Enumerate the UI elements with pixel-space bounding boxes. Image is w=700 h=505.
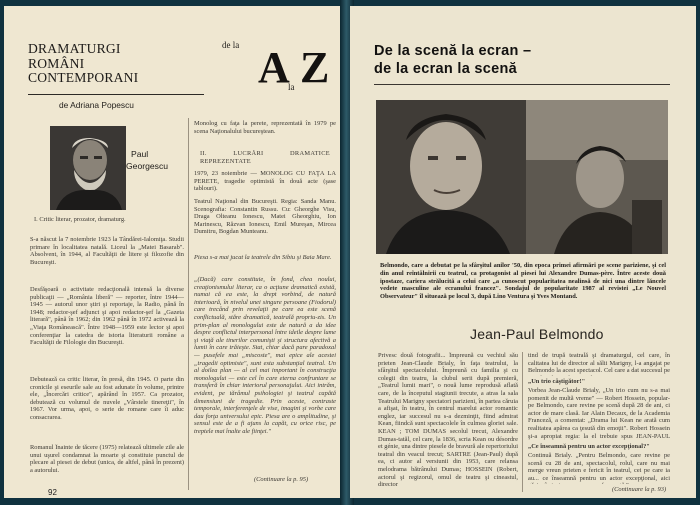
subject-name-last: Georgescu <box>126 161 169 171</box>
portrait-image <box>50 126 126 210</box>
article-title <box>28 42 206 86</box>
photo-image <box>376 100 668 254</box>
title-line-2: ROMÂNI <box>28 55 85 71</box>
title-rule <box>374 84 670 85</box>
right-col2-answer2: Continuă Brialy. „Pentru Belmondo, care revine pe scenă cu 28 de ani, spectacolul, rolul, care nu mai merge vreun prieten e fericit în teatrul, cei pe care ia au... ce înseamnă pentru un actor excepţional, aici <box>528 452 670 482</box>
article-lead: Belmondo, care a debutat pe la sfârşitul anilor '50, din epoca primei afirmări pe scene pariziene, şi cel din anul reîntâlnirii cu teatrul, ca protagonist al piesei lui Alexandre Dumas-père. Între aceste două ipostaze, cariera strălucită a celui care „a cunoscut popularitatea nealinsă de nici una dintre lăncele vedete masculine ale ecranului francez". Sondajul de popularitate 1987 al revistei „Le Nouvel Observateur" îl situează pe locul 3, după Lino Ventura şi Yves Montand. <box>380 262 666 301</box>
az-de-la: de la <box>222 40 240 50</box>
col2-credits: Teatrul Naţional din Bucureşti. Regia: Sanda Manu. Scenografia: Constantin Russu. Cu: Gheorghe Visu, Draga Olteanu Ionescu, Matei Gheorghiu, Ion Marinescu, Răzvan Ionescu, Emil Mureşan, Mircea Dumitru, Bogdan Munteanu. <box>194 198 336 236</box>
page-number: 92 <box>48 488 57 497</box>
right-col2-answer1: Vorbea Jean-Claude Brialy, „Un trio cum nu s-a mai pomenit de multă vreme" — Robert Hossein, popular-pe Belmondo, care revine pe scenă după 28 de ani, ci actor de mare clasă. Iar Alain Decaux, de la Academia Franceză, a comentat: „Drama lui Kean ne arată cum realitatea apărea ca ţesută din emoţii". Robert Hossein şi-a apropiat regia: la el trebuie spus JEAN-PAUL <box>528 387 670 440</box>
right-col2-intro: tind de trupă teatrală şi dramaturgul, cel care, în calitatea lui de director al sălii Marigny, l-a angajat pe Belmondo la acest spectacol. Cel care a dat succesul pe <box>528 352 670 375</box>
col2-critic-quote: „(Dacă) care constituie, în fond, chea noului, creaţionismului literar, ca o acţiune dramatică există, numai că ea este, la drept vorbind, de natură interioară, în nivelul unei singure persoane (Fiodorul) care trecând prin revelaţii pe care ea este scenă conflictuală, stăre dramatică, teatrală propriu-zis. Un prim-plan al monologului este de natură a da idee despre conflictul interpersonal între ideile despre lume şi viaţă ale tinerilor comunişti şi structura afectivă a lumii în care trăieşte. Stat, chiar dacă pare paradoxal — pusefele mai „miscoste", mai epice ale acestei „tragedii optimiste", sunt esta substanţial teatral. Un al doilea plan — al cel mai important în construcţia monologului — este cel în care eterna confruntare se transferă în chiar interiorul personajului. Aici intrăm, evident, pe tărâmul psihologiei şi teatrul capătă dimensiuni de tragedie. Prin aceste, contraste temporale, interferenţele de vise, imagini şi vorbe care dau forţa universului epic. Piesa are o amplitudine, şi sensul este de a fi ajuns la capăt, cu orice risc, pe treptele mai înalte ale fiinţei." <box>194 276 336 435</box>
title-line-2: de la ecran la scenă <box>374 61 518 77</box>
col1-section-title: I. Critic literar, prozator, dramaturg. <box>34 216 126 223</box>
col2-play-entry: 1979, 23 noiembrie — MONOLOG CU FAŢA LA PERETE, tragedie optimistă în două acte (şase tablouri). <box>194 170 336 193</box>
a-to-z-logo <box>222 36 334 96</box>
col1-career-paragraph: Desfăşoară o activitate redacţională intensă la diverse publicaţii — „România liberă" — reporter, între 1944—1945 — autorul unor ştiri şi reportaje, la Radio, până în 1948; redactor-şef adjunct şi apoi redactor-şef la „Gazeta literară", până în 1962; din 1962 până în 1972 activează la „Viaţa Românească". Între 1948—1959 este lector şi apoi conferenţiar la catedra de istoria literaturii române a Facultăţii de Filologie din Bucureşti. <box>30 286 184 347</box>
subject-heading: Jean-Paul Belmondo <box>470 326 604 342</box>
author-byline: de Adriana Popescu <box>59 100 134 110</box>
az-la: la <box>288 82 295 92</box>
author-portrait-photo <box>50 126 126 210</box>
right-page <box>350 6 696 498</box>
article-title-right <box>374 42 674 78</box>
left-page <box>4 6 344 498</box>
col1-bio-paragraph: S-a născut la 7 noiembrie 1923 la Tândărei-Ialomiţa. Studii primare în localitatea natală. Liceul la „Matei Basarab". Absolvent, în 1944, al Facultăţii de litere şi filozofie din Bucureşti. <box>30 236 184 266</box>
az-letter-a: A <box>258 43 290 92</box>
right-col2-quote1: „Un trio câştigător!" <box>528 378 586 385</box>
col1-novel-paragraph: Romanul Înainte de tăcere (1975) relatează ultimele zile ale unui uşurel condamnat la moarte şi constituie punctul de plecare al piesei de debut (unica, de altfel, până în prezent) a autorului. <box>30 444 184 474</box>
col2-intro: Monolog cu faţa la perete, reprezentată în 1979 pe scena Naţionalului bucureştean. <box>194 120 336 135</box>
col1-debut-paragraph: Debutează ca critic literar, în presă, din 1945. O parte din cronicile şi eseurile sale au fost adunate în volume, printre ele, „Încercări critice", apărând în 1957. Ca prozator, debutează cu volumul de nuvele „Vârstele tinereţii", în 1967. Vor urma, apoi, o serie de romane care îi aduc consacrarea. <box>30 376 184 421</box>
title-line-3: CONTEMPORANI <box>28 70 139 86</box>
header-rule <box>28 94 204 95</box>
az-letter-z: Z <box>300 43 330 92</box>
right-continuation-note: (Continuare la p. 93) <box>612 486 667 493</box>
col2-section-heading: II. LUCRĂRI DRAMATICE REPREZENTATE <box>200 150 330 165</box>
subject-name-first: Paul <box>131 149 149 159</box>
col2-note: Piesa s-a mai jucat la teatrele din Sibiu şi Baia Mare. <box>194 254 332 261</box>
right-col2-quote2: „Ce înseamnă pentru un actor excepţional?" <box>528 443 650 450</box>
right-column-divider <box>522 352 523 492</box>
belmondo-photo-collage <box>376 100 668 254</box>
title-line-1: De la scenă la ecran – <box>374 43 532 59</box>
column-divider <box>188 118 189 490</box>
title-line-1: DRAMATURGI <box>28 41 121 56</box>
continuation-note: (Continuare la p. 95) <box>254 476 309 483</box>
right-col1-text: Privesc două fotografii... Împreună cu vechiul său prieten Jean-Claude Brialy, în faţa teatrului, la sfârşitul spectacolului. Împreună cu familia şi cu colegii din teatru, la clubul serii după premieră, „Teatrul lumii mari", o nouă lume reprodusă aflată care, de la începutul stagiunii trecute, a atras la sala Teatrului Marigny spectatori parizieni, în partea căruia a afişat, în teatru, în centrul marelui actor romantic englez, iar succesul nu s-a dezminţit, fiind admirat Kean, fiindcă sunt spectacolele în culmea gloriei sale. KEAN ; TOM DUMAS secolul trecut, Alexandre Dumas-tatăl, cel care, la 1836, scria Kean ou désordre et génie, una dintre piesele de bravură ale repertoriului teatral din veacul trecut; SARTRE (Jean-Paul) după ea, ci autor al versiunii din 1953, care relansa melodrama bătrânului Dumas; HOSSEIN (Robert, actorul şi regizorul, omul de teatru şi cineastul, director <box>378 352 518 489</box>
